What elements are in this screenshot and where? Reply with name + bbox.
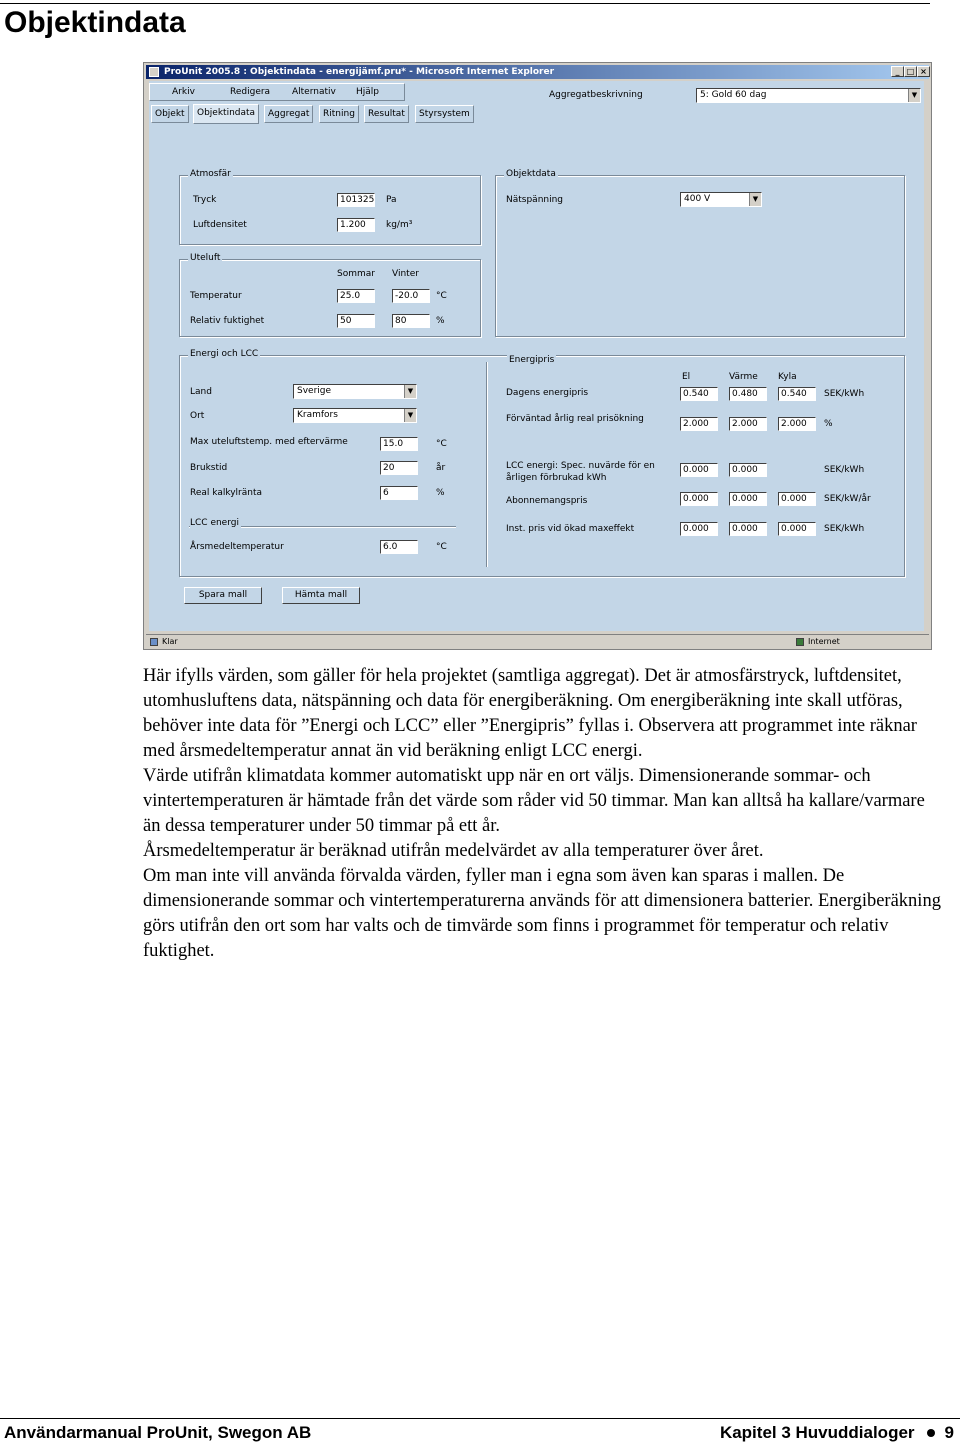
header-rule <box>0 3 930 4</box>
aggregate-value: 5: Gold 60 dag <box>700 90 767 100</box>
ort-label: Ort <box>190 411 205 421</box>
kalkylranta-input[interactable]: 6 <box>380 486 418 500</box>
inst-pris-label: Inst. pris vid ökad maxeffekt <box>506 524 635 534</box>
chevron-down-icon: ▼ <box>749 193 761 206</box>
abon-varme-input[interactable]: 0.000 <box>729 492 767 506</box>
rh-unit: % <box>436 316 445 326</box>
inst-unit: SEK/kWh <box>824 524 865 534</box>
lcc-unit: SEK/kWh <box>824 465 865 475</box>
arsmedeltemperatur-unit: °C <box>436 542 447 552</box>
max-uteluftstemp-label: Max uteluftstemp. med eftervärme <box>190 437 348 447</box>
energi-divider <box>486 362 488 567</box>
max-uteluftstemp-input[interactable]: 15.0 <box>380 437 418 451</box>
footer-rule <box>0 1418 960 1419</box>
abon-kyla-input[interactable]: 0.000 <box>778 492 816 506</box>
brukstid-unit: år <box>436 463 446 473</box>
group-atmosfar-title: Atmosfär <box>190 169 231 179</box>
kalkylranta-unit: % <box>436 488 445 498</box>
dagens-varme-input[interactable]: 0.480 <box>729 387 767 401</box>
rh-sommar-input[interactable]: 50 <box>337 314 375 328</box>
luftdensitet-input[interactable]: 1.200 <box>337 218 375 232</box>
chevron-down-icon: ▼ <box>404 385 416 398</box>
window-titlebar <box>146 65 929 79</box>
lcc-varme-input[interactable]: 0.000 <box>729 463 767 477</box>
brukstid-label: Brukstid <box>190 463 228 473</box>
page-number: 9 <box>944 1423 954 1442</box>
inst-kyla-input[interactable]: 0.000 <box>778 522 816 536</box>
land-select[interactable] <box>293 384 417 399</box>
tab-objektindata[interactable]: Objektindata <box>193 104 259 124</box>
status-text: Klar <box>162 637 178 646</box>
arsmedeltemperatur-label: Årsmedeltemperatur <box>190 542 284 552</box>
forvantad-label: Förväntad årlig real prisökning <box>506 414 644 424</box>
ie-icon <box>149 67 159 77</box>
chevron-down-icon: ▼ <box>908 89 920 102</box>
luftdensitet-unit: kg/m³ <box>386 220 413 230</box>
tryck-input[interactable]: 101325 <box>337 193 375 207</box>
abonnemangspris-label: Abonnemangspris <box>506 496 588 506</box>
inst-varme-input[interactable]: 0.000 <box>729 522 767 536</box>
tryck-label: Tryck <box>193 195 217 205</box>
lcc-spec-label-1: LCC energi: Spec. nuvärde för en <box>506 461 655 471</box>
group-energi-lcc-title: Energi och LCC <box>190 349 259 359</box>
footer-chapter: Kapitel 3 Huvuddialoger <box>719 1423 915 1442</box>
status-zone: Internet <box>808 637 840 646</box>
maximize-button[interactable]: □ <box>904 66 917 77</box>
app-window-screenshot <box>143 62 932 650</box>
col-kyla: Kyla <box>778 372 797 382</box>
col-el: El <box>682 372 691 382</box>
tryck-unit: Pa <box>386 195 397 205</box>
group-atmosfar <box>179 169 481 245</box>
menu-hjalp[interactable]: Hjälp <box>356 87 379 97</box>
tab-resultat[interactable]: Resultat <box>364 105 409 123</box>
arsmedeltemperatur-input[interactable]: 6.0 <box>380 540 418 554</box>
group-uteluft-title: Uteluft <box>190 253 221 263</box>
forvantad-varme-input[interactable]: 2.000 <box>729 417 767 431</box>
temp-unit: °C <box>436 291 447 301</box>
col-vinter: Vinter <box>392 269 419 279</box>
aggregate-select[interactable] <box>696 88 921 103</box>
dagens-energipris-label: Dagens energipris <box>506 388 589 398</box>
relativ-fuktighet-label: Relativ fuktighet <box>190 316 265 326</box>
luftdensitet-label: Luftdensitet <box>193 220 247 230</box>
menu-bar <box>149 83 405 101</box>
page-icon <box>150 638 158 646</box>
temp-vinter-input[interactable]: -20.0 <box>392 289 430 303</box>
temp-sommar-input[interactable]: 25.0 <box>337 289 375 303</box>
status-bar <box>146 634 929 649</box>
menu-arkiv[interactable]: Arkiv <box>172 87 195 97</box>
tab-objekt[interactable]: Objekt <box>151 105 189 123</box>
forvantad-el-input[interactable]: 2.000 <box>680 417 718 431</box>
footer-manual-title: Användarmanual ProUnit, Swegon AB <box>4 1423 312 1442</box>
ort-value: Kramfors <box>297 410 338 420</box>
menu-redigera[interactable]: Redigera <box>230 87 271 97</box>
menu-alternativ[interactable]: Alternativ <box>292 87 336 97</box>
globe-icon <box>796 638 804 646</box>
ort-select[interactable] <box>293 408 417 423</box>
app-client-area <box>149 81 924 631</box>
chevron-down-icon: ▼ <box>404 409 416 422</box>
max-uteluftstemp-unit: °C <box>436 439 447 449</box>
land-label: Land <box>190 387 212 397</box>
tab-aggregat[interactable]: Aggregat <box>264 105 313 123</box>
rh-vinter-input[interactable]: 80 <box>392 314 430 328</box>
lcc-spec-label-2: årligen förbrukad kWh <box>506 473 607 483</box>
dagens-kyla-input[interactable]: 0.540 <box>778 387 816 401</box>
paragraph-3: Årsmedeltemperatur är beräknad utifrån medelvärdet av alla temperaturer över året. <box>143 841 764 861</box>
body-text <box>143 664 943 964</box>
minimize-button[interactable]: _ <box>891 66 904 77</box>
temperatur-label: Temperatur <box>190 291 242 301</box>
abon-el-input[interactable]: 0.000 <box>680 492 718 506</box>
kalkylranta-label: Real kalkylränta <box>190 488 263 498</box>
abon-unit: SEK/kW/år <box>824 494 871 504</box>
land-value: Sverige <box>297 386 332 396</box>
page-title: Objektindata <box>4 6 186 39</box>
hamta-mall-button[interactable]: Hämta mall <box>282 587 360 604</box>
natspanning-select[interactable] <box>680 192 762 207</box>
natspanning-label: Nätspänning <box>506 195 564 205</box>
group-energipris-title: Energipris <box>509 355 555 365</box>
brukstid-input[interactable]: 20 <box>380 461 418 475</box>
inst-el-input[interactable]: 0.000 <box>680 522 718 536</box>
lcc-el-input[interactable]: 0.000 <box>680 463 718 477</box>
dagens-el-input[interactable]: 0.540 <box>680 387 718 401</box>
group-objektdata-title: Objektdata <box>506 169 556 179</box>
window-title: ProUnit 2005.8 : Objektindata - energijämf.pru* - Microsoft Internet Explorer <box>164 67 555 77</box>
forvantad-unit: % <box>824 419 833 429</box>
footer-right <box>720 1423 954 1443</box>
lcc-energi-title: LCC energi <box>190 518 239 528</box>
natspanning-value: 400 V <box>684 194 711 204</box>
col-varme: Värme <box>729 372 758 382</box>
spara-mall-button[interactable]: Spara mall <box>184 587 262 604</box>
bullet-icon <box>927 1429 935 1437</box>
paragraph-4: Om man inte vill använda förvalda värden, fyller man i egna som även kan sparas i mallen. De dimensionerande sommar och vintertemperaturerna används för att dimensionera batterier. Energiberäkning görs utifrån den ort som har valts och de timvärde som finns i programmet för temperatur och relativ fuktighet. <box>143 866 941 961</box>
tab-styrsystem[interactable]: Styrsystem <box>415 105 474 123</box>
tab-ritning[interactable]: Ritning <box>319 105 359 123</box>
paragraph-2: Värde utifrån klimatdata kommer automatiskt upp när en ort väljs. Dimensionerande sommar- och vintertemperaturen är hämtade från det värde som råder vid 50 timmar. Man kan alltså ha kallare/varmare än dessa temperaturer under 50 timmar på ett år. <box>143 766 925 836</box>
aggregate-label: Aggregatbeskrivning <box>549 90 643 100</box>
close-button[interactable]: × <box>917 66 930 77</box>
paragraph-1: Här ifylls värden, som gäller för hela projektet (samtliga aggregat). Det är atmosfärstryck, luftdensitet, utomhusluftens data, nätspänning och data för energiberäkning. Om energiberäkning inte skall utföras, behöver inte data för ”Energi och LCC” eller ”Energipris” fyllas i. Observera att programmet inte räknar med årsmedeltemperatur annat än vid beräkning enligt LCC energi. <box>143 666 917 761</box>
forvantad-kyla-input[interactable]: 2.000 <box>778 417 816 431</box>
col-sommar: Sommar <box>337 269 375 279</box>
dagens-unit: SEK/kWh <box>824 389 865 399</box>
